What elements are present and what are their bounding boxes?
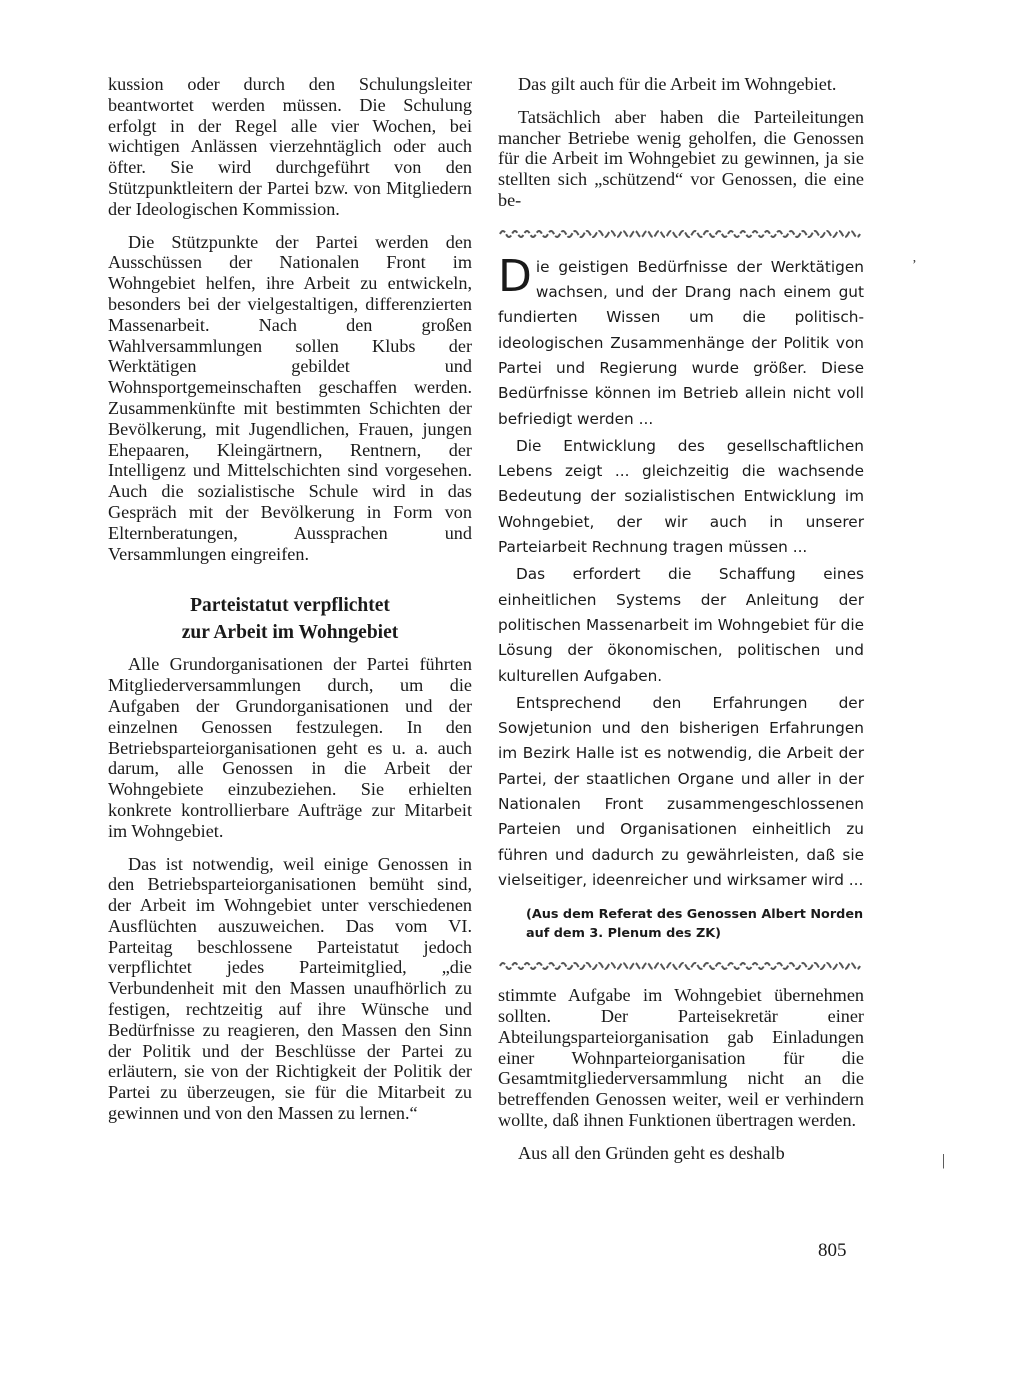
paragraph: stimmte Aufgabe im Wohngebiet übernehmen sollten. Der Parteisekretär einer Abteilungsparteiorganisation gab Einladungen einer Wohnparteiorganisation für die Gesamtmitgliederversammlung nicht an die betreffenden Genossen weiter, weil er verhindern wollte, daß ihnen Funktionen übertragen werden. xyxy=(498,985,864,1130)
paragraph: Die Stützpunkte der Partei werden den Ausschüssen der Nationalen Front im Wohngebiet helfen, ihre Arbeit zu entwickeln, besonders bei der vielgestaltigen, differenzierten Massenarbeit. Nach den großen Wahlversammlungen sollen Klubs der Werktätigen gebildet und Wohnsportgemeinschaften geschaffen werden. Zusammenkünfte mit bestimmten Schichten der Bevölkerung, mit Jugendlichen, Frauen, jungen Ehepaaren, Kleingärtnern, Rentnern, der Intelligenz und Mittelschichten sind vorgesehen. Auch die sozialistische Schule wird in das Gespräch mit der Bevölkerung in Form von Elternberatungen, Aussprachen und Versammlungen eingreifen. xyxy=(108,231,472,564)
paragraph: Aus all den Gründen geht es deshalb xyxy=(518,1142,785,1163)
quote-paragraph xyxy=(498,250,864,432)
heading-line: zur Arbeit im Wohngebiet xyxy=(181,622,399,644)
ornament-divider-top xyxy=(498,227,864,241)
paragraph: Alle Grundorganisationen der Partei führten Mitgliederversammlungen durch, um die Aufgaben der Grundorganisationen und der einzelnen Genossen festzulegen. In den Betriebsparteiorganisationen geht es u. a. auch darum, alle Genossen in die Arbeit der Wohngebiete einzubeziehen. Sie erhielten konkrete kontrollierbare Aufträge zur Mitarbeit im Wohngebiet. xyxy=(108,654,472,841)
quote-text: ie geistigen Bedürfnisse der Werktätigen wachsen, und der Drang nach einem gut fundierten Wissen um die politisch-ideologischen Zusammenhänge der Politik von Partei und Regierung wurde größer. Diese Bedürfnisse können im Betrieb allein nicht voll befriedigt werden ... xyxy=(498,257,864,428)
scan-mark: | xyxy=(942,1152,946,1169)
drop-cap: D xyxy=(498,250,532,302)
scan-mark: ’ xyxy=(912,258,917,273)
ornament-divider-bottom xyxy=(498,959,864,973)
quote-paragraph: Die Entwicklung des gesellschaftlichen Lebens zeigt ... gleichzeitig die wachsende Bedeutung der sozialistischen Entwicklung im Wohngebiet, der wir auch in unserer Parteiarbeit Rechnung tragen müssen ... xyxy=(498,436,864,557)
source-line: auf dem 3. Plenum des ZK) xyxy=(526,926,722,942)
paragraph: Das ist notwendig, weil einige Genossen in den Betriebsparteiorganisationen bemüht sind, der Arbeit im Wohngebiet unter verschiedenen Ausflüchten auszuweichen. Das vom VI. Parteitag beschlossene Parteistatut jedoch verpflichtet jedes Parteimitglied, „die Verbundenheit mit den Massen unaufhörlich zu festigen, rechtzeitig auf ihre Wünsche und Bedürfnisse zu reagieren, den Massen den Sinn der Politik und der Beschlüsse der Partei zu erläutern, sie von der Richtigkeit der Politik der Partei zu überzeugen, sie für die Mitarbeit zu gewinnen und von den Massen zu lernen.“ xyxy=(108,853,472,1124)
paragraph: Das gilt auch für die Arbeit im Wohngebiet. xyxy=(518,74,837,94)
quote-box xyxy=(498,250,864,943)
ornament-wave xyxy=(500,231,860,237)
page-number: 805 xyxy=(818,1240,847,1261)
quote-paragraph: Entsprechend den Erfahrungen der Sowjetunion und den bisherigen Erfahrungen im Bezirk Halle ist es notwendig, die Arbeit der Partei, der staatlichen Organe und aller in der Nationalen Front zusammengeschlossenen Parteien und Organisationen einheitlich zu führen und dadurch zu gewährleisten, daß sie vielseitiger, ideenreicher und wirksamer wird ... xyxy=(498,693,864,889)
paragraph: kussion oder durch den Schulungsleiter beantwortet werden müssen. Die Schulung erfolgt in der Regel alle vier Wochen, bei wichtigen Anlässen vierzehntäglich oder auch öfter. Sie wird durchgeführt von den Stützpunktleitern der Partei bzw. von Mitgliedern der Ideologischen Kommission. xyxy=(108,74,472,219)
left-column xyxy=(108,74,472,1124)
quote-paragraph: Das erfordert die Schaffung eines einheitlichen Systems der Anleitung der politischen Massenarbeit im Wohngebiet für die Lösung der ökonomischen, politischen und kulturellen Aufgaben. xyxy=(498,565,864,685)
quote-source xyxy=(498,905,864,943)
ornament-wave xyxy=(500,963,860,969)
heading-line: Parteistatut verpflichtet xyxy=(190,595,390,617)
paragraph: Tatsächlich aber haben die Parteileitungen mancher Betriebe wenig geholfen, die Genossen für die Arbeit im Wohngebiet zu gewinnen, ja sie stellten sich „schützend“ vor Genossen, die eine be- xyxy=(498,106,864,210)
section-heading xyxy=(108,592,472,646)
source-line: (Aus dem Referat des Genossen Albert Norden xyxy=(526,907,864,923)
right-column xyxy=(498,74,864,1164)
